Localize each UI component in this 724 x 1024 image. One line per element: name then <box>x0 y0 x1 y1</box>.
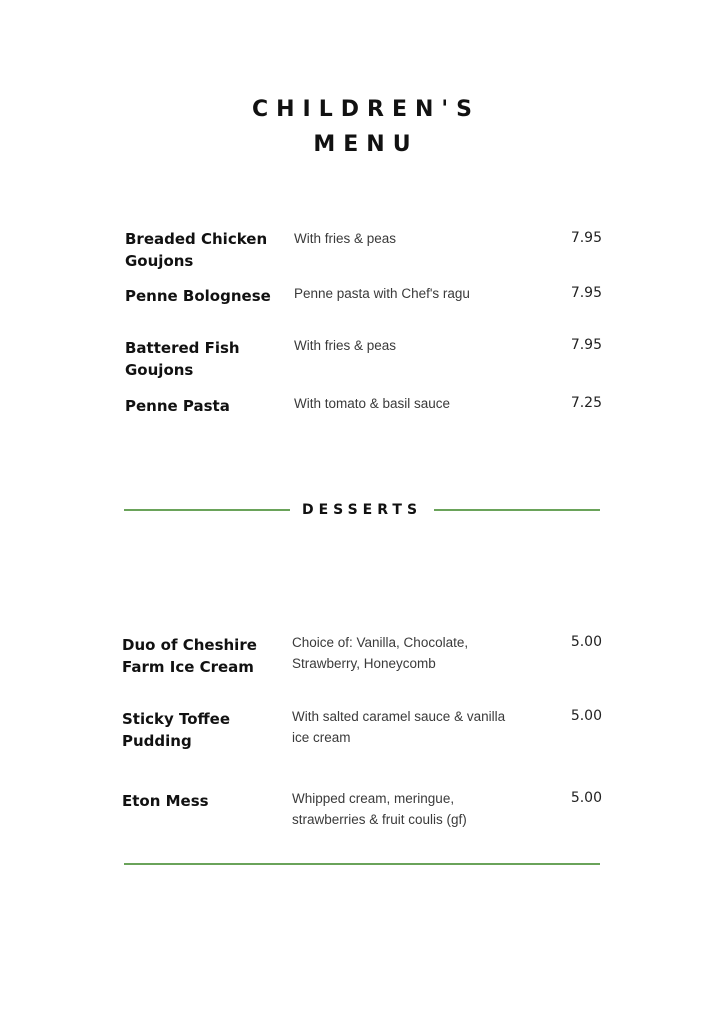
item-name <box>122 634 257 678</box>
item-description <box>292 788 532 830</box>
item-name-line1: Battered Fish <box>125 339 240 357</box>
item-description: With tomato & basil sauce <box>294 396 451 411</box>
item-description: With fries & peas <box>294 231 397 246</box>
item-description-line2: Strawberry, Honeycomb <box>292 656 436 671</box>
item-name: Penne Bolognese <box>125 287 271 305</box>
menu-title <box>0 92 724 162</box>
item-description <box>292 632 532 674</box>
item-description: Penne pasta with Chef's ragu <box>294 286 470 301</box>
menu-title-line2: MENU <box>313 132 419 157</box>
item-name-line2: Pudding <box>122 732 192 750</box>
item-name-line2: Farm Ice Cream <box>122 658 254 676</box>
desserts-heading: DESSERTS <box>301 502 423 518</box>
item-description-line2: strawberries & fruit coulis (gf) <box>292 812 467 827</box>
item-description <box>292 706 532 748</box>
item-description-line1: With salted caramel sauce & vanilla <box>292 709 506 724</box>
desserts-divider-right <box>434 509 600 511</box>
desserts-divider-left <box>124 509 290 511</box>
item-description-line2: ice cream <box>292 730 351 745</box>
item-name: Penne Pasta <box>125 397 230 415</box>
item-name-line1: Duo of Cheshire <box>122 636 257 654</box>
item-name <box>125 228 267 272</box>
item-price: 5.00 <box>570 790 602 806</box>
item-price: 7.95 <box>570 337 602 353</box>
menu-title-line1: CHILDREN'S <box>252 97 480 122</box>
item-name-line2: Goujons <box>125 252 194 270</box>
bottom-divider <box>124 863 600 865</box>
item-description-line1: Choice of: Vanilla, Chocolate, <box>292 635 469 650</box>
item-price: 5.00 <box>570 634 602 650</box>
item-price: 7.25 <box>570 395 602 411</box>
item-name-line2: Goujons <box>125 361 194 379</box>
item-name-line1: Sticky Toffee <box>122 710 231 728</box>
item-description-line1: Whipped cream, meringue, <box>292 791 455 806</box>
item-description: With fries & peas <box>294 338 397 353</box>
item-name-line1: Breaded Chicken <box>125 230 268 248</box>
item-name <box>125 337 240 381</box>
item-price: 7.95 <box>570 230 602 246</box>
item-name: Eton Mess <box>122 792 209 810</box>
item-price: 7.95 <box>570 285 602 301</box>
item-name <box>122 708 230 752</box>
item-price: 5.00 <box>570 708 602 724</box>
